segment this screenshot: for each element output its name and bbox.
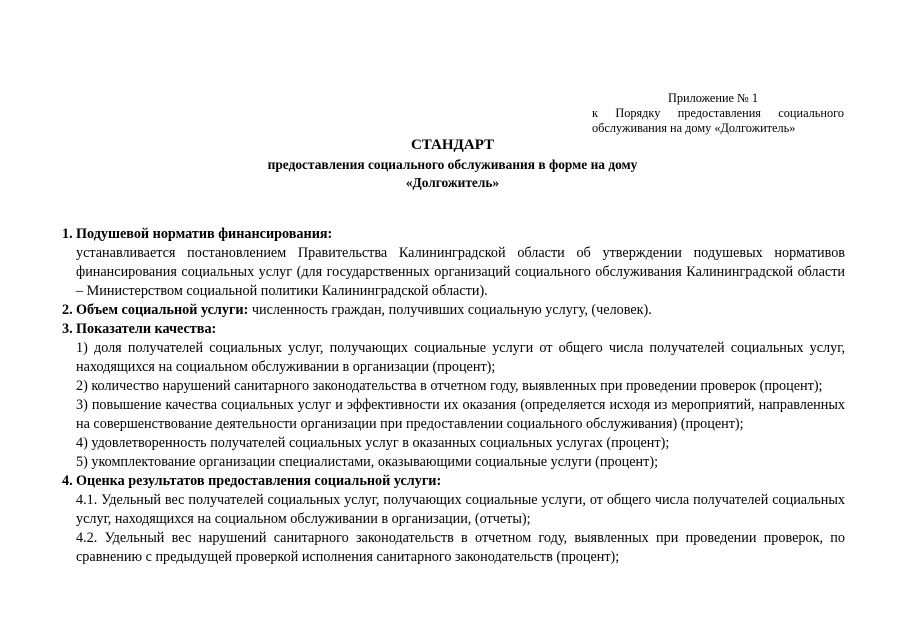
section-3 — [62, 320, 845, 472]
section-number: 2. — [62, 302, 73, 318]
section-number: 4. — [62, 473, 73, 489]
document-subtitle-line-1: предоставления социального обслуживания в форме на дому — [267, 157, 638, 172]
appendix-number: Приложение № 1 — [668, 91, 759, 105]
section-4 — [62, 472, 845, 567]
section-1 — [62, 225, 845, 301]
section-2 — [62, 301, 845, 320]
appendix-note — [592, 91, 844, 136]
list-item: 3) повышение качества социальных услуг и эффективности их оказания (определяется исходя из мероприятий, направленных на совершенствование деятельности организации при предоставлении социального обслуживания) (процент); — [76, 397, 845, 432]
document-body — [62, 225, 845, 567]
section-heading: Показатели качества: — [76, 321, 217, 337]
list-item: 5) укомплектование организации специалистами, оказывающими социальные услуги (процент); — [76, 454, 659, 470]
appendix-text: к Порядку предоставления социального обслуживания на дому «Долгожитель» — [592, 106, 844, 135]
document-title: СТАНДАРТ — [410, 137, 495, 153]
list-item: 4.1. Удельный вес получателей социальных услуг, получающих социальные услуги, от общего числа получателей социальных услуг, находящихся на социальном обслуживании в организации, (отчеты); — [76, 492, 845, 527]
document-subtitle-line-2: «Долгожитель» — [405, 175, 500, 190]
section-heading: Оценка результатов предоставления социальной услуги: — [76, 473, 442, 489]
section-inline-text: численность граждан, получивших социальную услугу, (человек). — [248, 302, 652, 318]
section-heading: Подушевой норматив финансирования: — [76, 226, 333, 242]
section-number: 1. — [62, 226, 73, 242]
list-item: 4.2. Удельный вес нарушений санитарного законодательств в отчетном году, выявленных при проведении проверок, по сравнению с предыдущей проверкой исполнения санитарного законодательств (процент); — [76, 530, 845, 565]
list-item: 1) доля получателей социальных услуг, получающих социальные услуги от общего числа получателей социальных услуг, находящихся на социальном обслуживании в организации (процент); — [76, 340, 845, 375]
list-item: 2) количество нарушений санитарного законодательства в отчетном году, выявленных при проведении проверок (процент); — [76, 378, 823, 394]
list-item: 4) удовлетворенность получателей социальных услуг в оказанных социальных услугах (процент); — [76, 435, 670, 451]
section-paragraph: устанавливается постановлением Правительства Калининградской области об утверждении подушевых нормативов финансирования социальных услуг (для государственных организаций социального обслуживания Калининградской области – Министерством социальной политики Калининградской области). — [76, 245, 845, 299]
section-heading: Объем социальной услуги: — [76, 302, 249, 318]
section-number: 3. — [62, 321, 73, 337]
